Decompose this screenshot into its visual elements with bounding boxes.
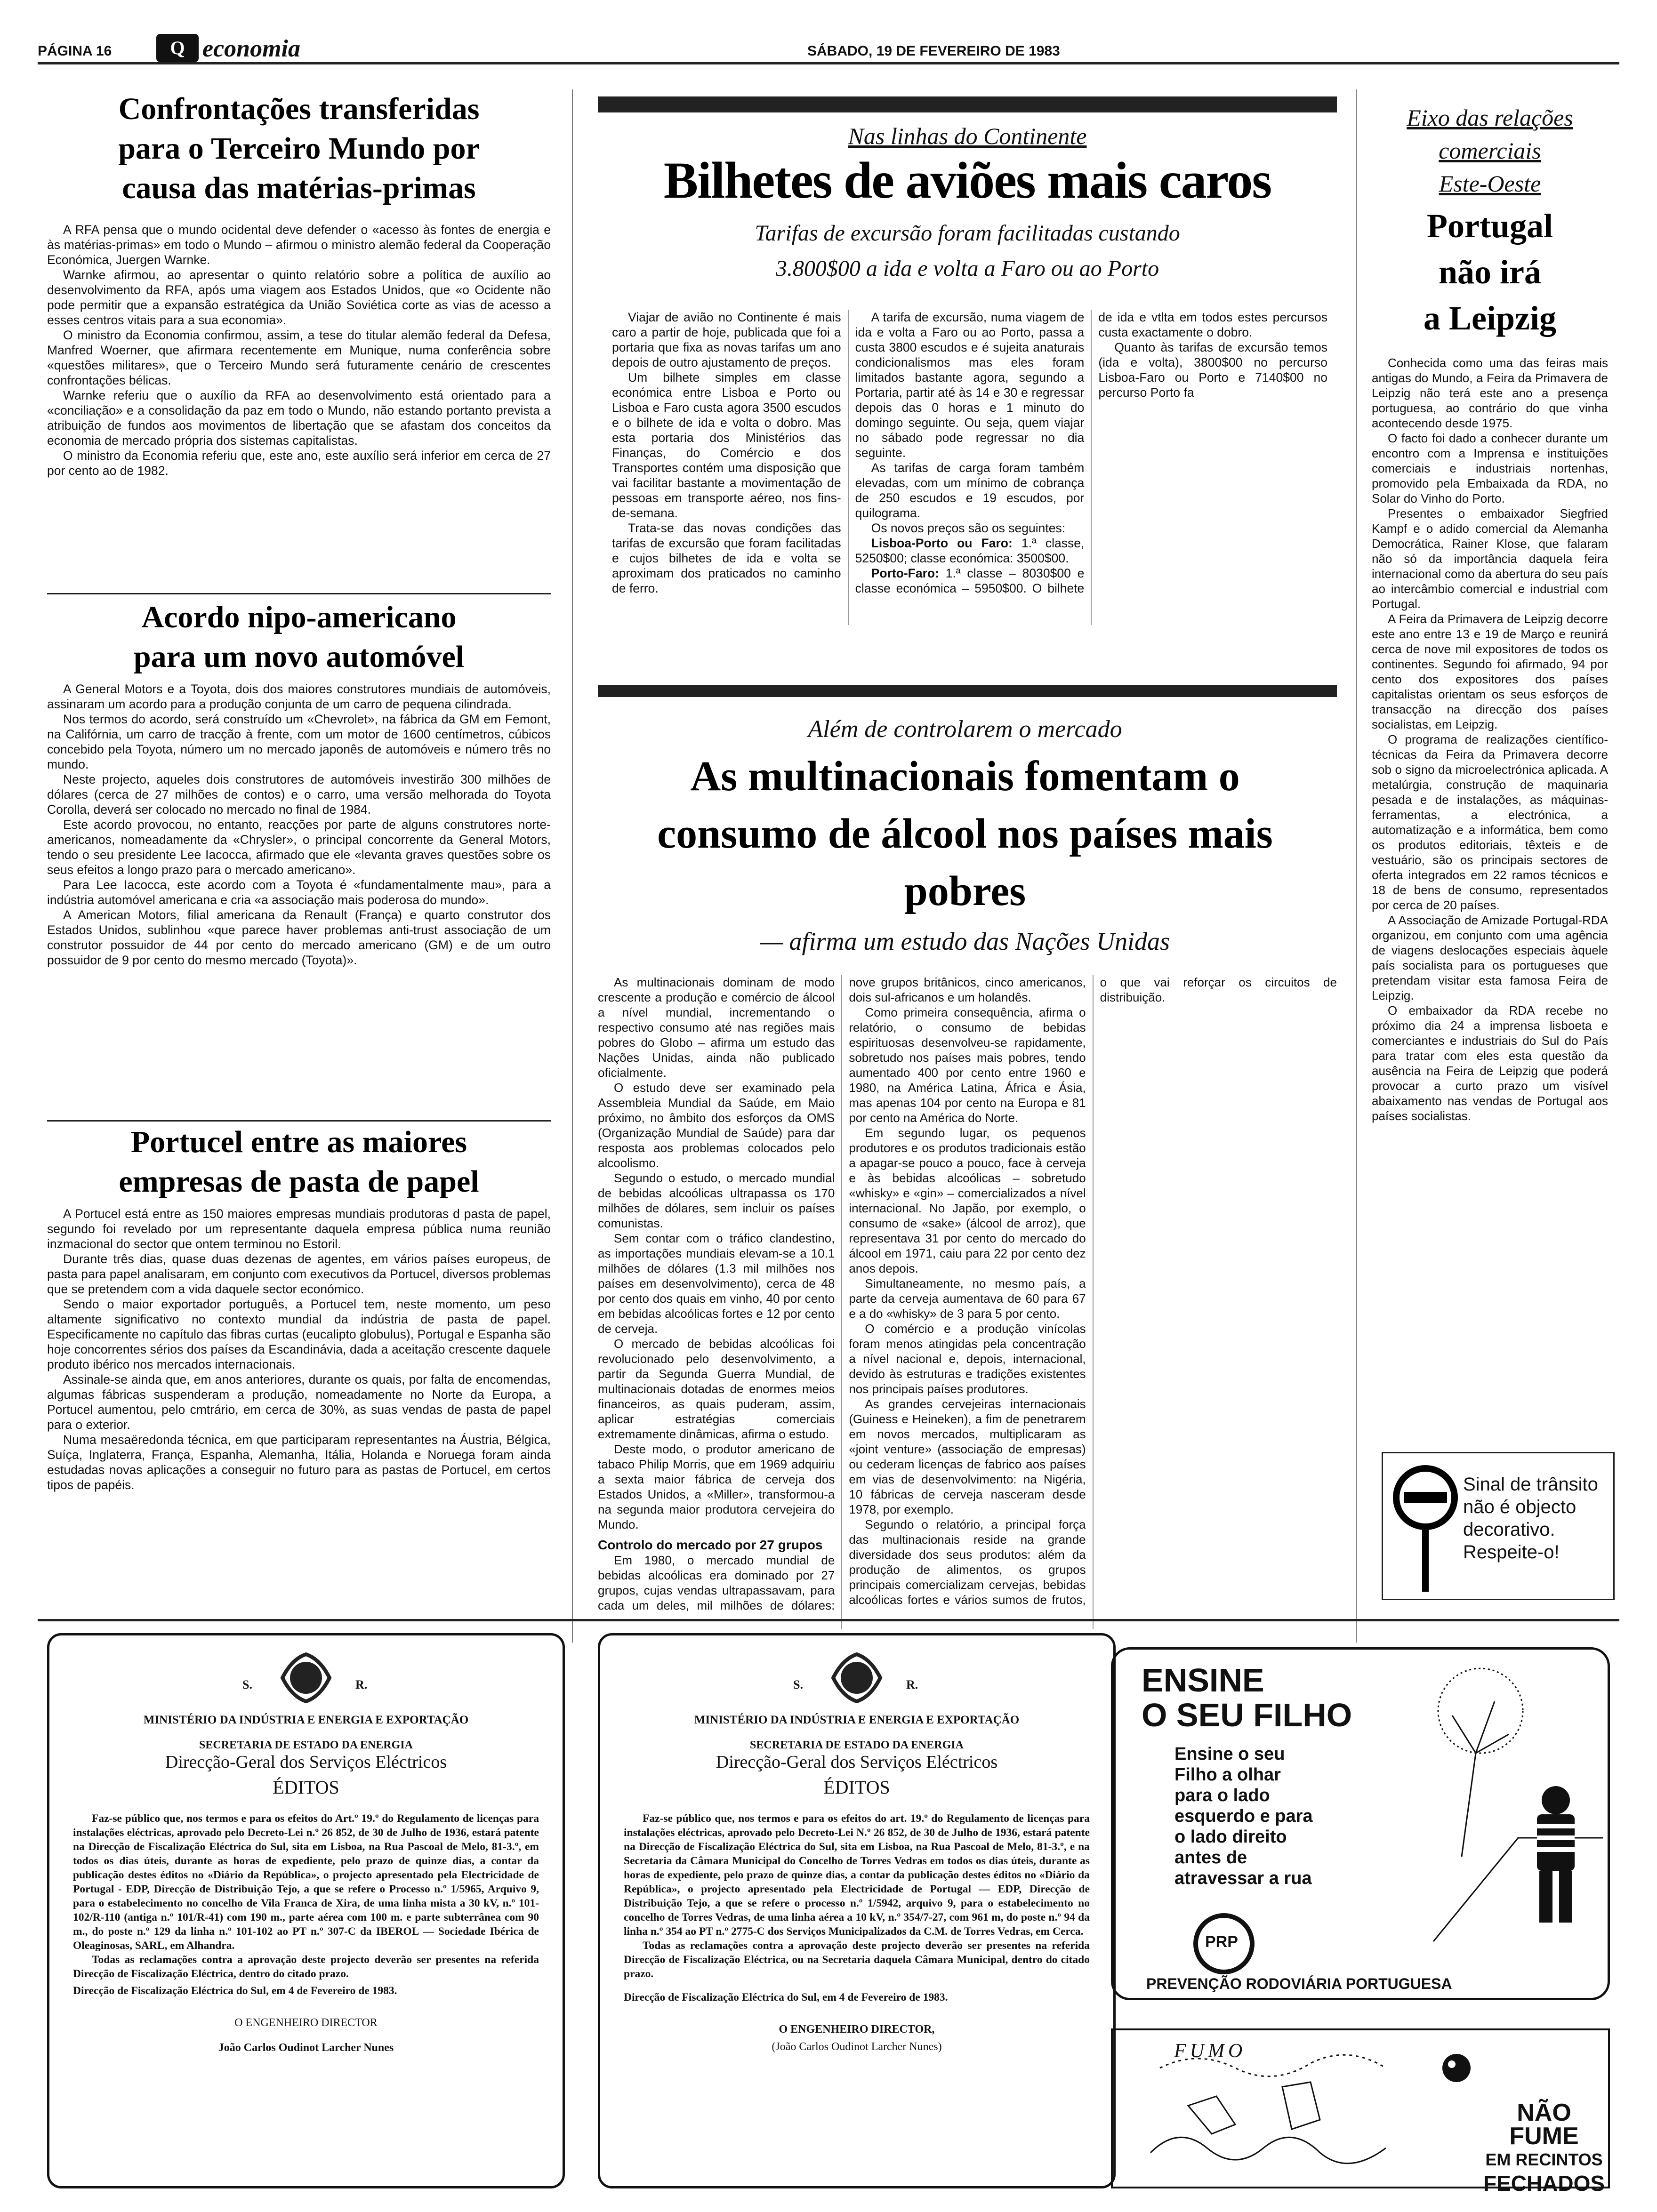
ad-body: Todas as reclamações contra a aprovação deste projecto deverão ser presentes na referida Direcção de Fiscalização Eléctrica, dentro do citado prazo.: [73, 1954, 539, 1980]
headline: As multinacionais fomentam o consumo de álcool nos países mais pobres: [657, 753, 1273, 914]
paragraph: Em 1980, o mercado mundial de bebidas alcoólicas era dominado por 27 grupos, cujas vendas ultrapassavam, para cada um deles, mil milhões de dólares: nove grupos britânicos, cinco americanos, dois sul-africanos e um holandês.: [598, 975, 1086, 1612]
text-line: para o lado: [1174, 1786, 1270, 1805]
editos-ad-1: [47, 1633, 565, 2188]
direccao: Direcção-Geral dos Serviços Eléctricos: [716, 1752, 998, 1772]
header-rule: [38, 62, 1619, 64]
paragraph: A Associação de Amizade Portugal-RDA organizou, em conjunto com uma agência de viagens deslocações especiais àquele país socialista para os portugueses que pretendam visitar esta famosa Feira de Leipzig.: [1372, 913, 1608, 1002]
section-logo: Q: [156, 34, 199, 62]
paragraph: As multinacionais dominam de modo crescente a produção e comércio de álcool a nível mundial, incrementando o respectivo consumo até nas regiões mais pobres do Globo – afirma um estudo das Nações Unidas, ainda não publicado oficialmente.: [598, 975, 835, 1080]
paragraph: As grandes cervejeiras internacionais (Guiness e Heineken), a fim de penetrarem em novos mercados, multiplicaram as «joint venture» (associação de empresas) ou cederam licenças de fabrico aos países em vias de desenvolvimento: na Nigéria, 10 fábricas de cerveja nasceram desde 1978, por exemplo.: [849, 1397, 1086, 1516]
sr-r: R.: [355, 1678, 368, 1691]
paragraph: Numa mesaëredonda técnica, em que participaram representantes na Áustria, Bélgica, Suíça, Inglaterra, França, Espanha, Alemanha, Itália, Holanda e Noruega foram ainda estudadas novas aplicações a conseguir no futuro para as pastas de Portucel, em certos tipos de papéis.: [47, 1433, 551, 1492]
article-body: [47, 681, 551, 968]
text-line: antes de: [1174, 1848, 1247, 1867]
paragraph: O embaixador da RDA recebe no próximo dia 24 a imprensa lisboeta e comerciantes e industriais do Sul do País para tratar com eles esta questão da ausência na Feira de Leipzig que poderá provocar a curto prazo um visível abaixamento nas vendas de Portugal aos países socialistas.: [1372, 1003, 1608, 1123]
no-smoking-text: [1480, 2101, 1608, 2195]
paragraph: Os novos preços são os seguintes:: [871, 521, 1066, 535]
paragraph: Trata-se das novas condições das tarifas de excursão que foram facilitadas e cujos bilhetes de ida e volta se aproximam dos praticados no caminho de ferro.: [612, 521, 841, 595]
ad-body: Todas as reclamações contra a aprovação deste projecto deverão ser presentes na referida Direcção de Fiscalização Eléctrica, ou na Secretaria daquela Câmara Municipal, dentro do citado prazo.: [624, 1940, 1090, 1980]
text-line: EM RECINTOS: [1485, 2150, 1603, 2169]
divider: [47, 593, 551, 594]
paragraph: Este acordo provocou, no entanto, reacções por parte de alguns construtores norte-americanos, nomeadamente da «Chrysler», o principal concorrente da General Motors, tendo o seu presidente Lee Iacocca, afirmado que ele «levanta graves questões sobre os seus efeitos a longo prazo para o mercado americano».: [47, 817, 551, 877]
price-text: 1.ª classe, 5250$00; classe económica: 3500$00.: [855, 536, 1085, 565]
ad-body: Faz-se público que, nos termos e para os efeitos do Art.º 19.º do Regulamento de licenças para instalações eléctricas, aprovado pelo Decreto-Lei n.º 26 852, de 30 de Julho de 1936, estará patente na Direcção de Fiscalização Eléctrica do Sul, sita em Lisboa, na Rua Pascoal de Melo, 81-3.º, em todos os dias úteis, durante as horas de expediente, pelo prazo de quinze dias, a contar da publicação destes éditos no «Diário da República», o projecto apresentado pela Electricidade de Portugal - EDP, Direcção de Distribuição Tejo, a que se refere o Processo n.º 1/5965, Arquivo 9, para o estabelecimento no concelho de Vila Franca de Xira, de uma linha mista a 30 kV, n.º 101-102/R-110 (antiga n.º 101/R-41) com 190 m., parte aérea com 100 m. e parte subterrânea com 90 m., do poste n.º 129 da linha n.º 101-102 ao PT n.º 307-C da IBEROL — Sociedade Ibérica de Oleaginosas, SARL, em Alhandra.: [73, 1812, 539, 1952]
kicker-line: comerciais: [1439, 137, 1541, 164]
kicker-line: Eixo das relações: [1407, 104, 1573, 131]
paragraph: O ministro da Economia confirmou, assim, a tese do titular alemão federal da Defesa, Manfred Woerner, que afirmara recentemente em Munique, numa conferência sobre «questões militares», que o Terceiro Mundo será futuramente cenário de crescentes confrontações bélicas.: [47, 328, 551, 387]
text-line: NÃO FUME: [1509, 2099, 1579, 2150]
ad-date: Direcção de Fiscalização Eléctrica do Sul, em 4 de Fevereiro de 1983.: [624, 1991, 948, 2004]
paragraph: Segundo o relatório, a principal força das multinacionais reside na grande diversidade dos seus produtos: além da produção de alimentos, os grupos principais comercializam cervejas, bebidas alcoólicas fortes e vários sumos de frutos, o que vai reforçar os circuitos de distribuição.: [849, 975, 1337, 1607]
ad-body: Faz-se público que, nos termos e para os efeitos do art. 19.º do Regulamento de licenças para instalações eléctricas, aprovado pelo Decreto-Lei N.º 26 852, de 30 de Julho de 1936, estará patente na Direcção de Fiscalização Eléctrica do Sul, sita em Lisboa, na Rua Pascoal de Melo, 81-3.º, e na Secretaria da Câmara Municipal do Concelho de Torres Vedras em todos os dias úteis, durante as horas de expediente, pelo prazo de quinze dias, a contar da publicação destes éditos no «Diário da República», o projecto apresentado pela Electricidade de Portugal — EDP, Direcção de Distribuição Tejo, a que se refere o processo n.º 1/5942, arquivo 9, para o estabelecimento no concelho de Torres Vedras, de uma linha aérea a 10 kV, n.º 354/7-27, com 961 m, do poste n.º 94 da linha n.º 354 ao PT n.º 2775-C dos Serviços Municipalizados da C.M. de Torres Vedras, em Cerca.: [624, 1812, 1090, 1938]
page-header: [28, 34, 1629, 62]
paragraph: Um bilhete simples em classe económica entre Lisboa e Porto ou Lisboa e Faro custa agora 3500 escudos e o bilhete de ida e volta o dobro. Mas esta portaria dos Ministérios das Finanças, do Comércio e dos Transportes contém uma disposição que vai facilitar bastante a movimentação de pessoas em transporte aéreo, nos fins-de-semana.: [612, 370, 841, 520]
paragraph: Quanto às tarifas de excursão temos (ida e volta), 3800$00 no percurso Lisboa-Faro ou Porto e 7140$00 no percurso Porto fa: [1098, 340, 1327, 400]
article-portucel: [47, 1122, 551, 1492]
paragraph: Assinale-se ainda que, em anos anteriores, durante os quais, por falta de encomendas, algumas fábricas suspenderam a produção, nomeadamente no Norte da Europa, a Portucel aumentou, pelo cmtrário, em cerca de 30%, as suas vendas de pasta de papel para o exterior.: [47, 1372, 551, 1432]
paragraph: A Feira da Primavera de Leipzig decorre este ano entre 13 e 19 de Março e reunirá cerca de nove mil expositores de todos os continentes. Segundo foi afirmado, 94 por cento dos expositores dos países capitalistas orientam os seus esforços de transacção na direcção dos países socialistas, em Leipzig.: [1372, 612, 1608, 731]
page-number: PÁGINA 16: [38, 43, 112, 59]
road-safety-title: [1142, 1663, 1352, 1732]
paragraph: Em segundo lugar, os pequenos produtores e os produtos tradicionais estão a apagar-se pouco a pouco, face à cerveja e às bebidas alcoólicas – sobretudo «whisky» e «gin» – comercializados a nível internacional. No Japão, por exemplo, o consumo de «sake» (álcool de arroz), que representava 31 por cento do mercado do álcool em 1971, caiu para 22 por cento dez anos depois.: [849, 1126, 1086, 1275]
editos-ad-2: [598, 1633, 1116, 2188]
paragraph: O mercado de bebidas alcoólicas foi revolucionado pelo desenvolvimento, a partir da Segunda Guerra Mundial, de multinacionais dotadas de enormes meios financeiros, as quais puderam, assim, aplicar estratégias comerciais extremamente dinâmicas, afirma o estudo.: [598, 1337, 835, 1441]
paragraph: Durante três dias, quase duas dezenas de agentes, em vários países europeus, de pasta para papel analisaram, em conjunto com executivos da Portucel, diversos problemas que se pretendem com a vida daquele sector económico.: [47, 1252, 551, 1296]
paragraph: Para Lee Iacocca, este acordo com a Toyota é «fundamentalmente mau», para a indústria automóvel americana e cria «a associação mais poderosa do mundo».: [47, 878, 551, 907]
paragraph: Conhecida como uma das feiras mais antigas do Mundo, a Feira da Primavera de Leipzig não terá este ano a presença portuguesa, ao contrário do que vinha acontecendo desde 1975.: [1372, 356, 1608, 430]
editos-title: ÉDITOS: [823, 1777, 890, 1798]
article-confrontacoes: [47, 89, 551, 478]
price-text: 1.ª classe – 8030$00 e classe económica – 5950$00. O bilhete de ida e vtlta em todos estes percursos custa exactamente o dobro.: [855, 310, 1327, 595]
kicker: Além de controlarem o mercado: [808, 716, 1122, 743]
section-title: economia: [202, 35, 300, 62]
column-rule: [1356, 89, 1357, 1643]
paragraph: As tarifas de carga foram também elevadas, com um mínimo de cobrança de 250 escudos e 19 escudos, por quilograma.: [855, 461, 1085, 520]
headline: Bilhetes de aviões mais caros: [663, 152, 1271, 209]
column-rule: [572, 89, 573, 1643]
article-multinacionais: [584, 715, 1346, 1629]
page-date: SÁBADO, 19 DE FEVEREIRO DE 1983: [807, 43, 1060, 59]
ministry: MINISTÉRIO DA INDÚSTRIA E ENERGIA E EXPORTAÇÃO: [143, 1714, 469, 1726]
text-line: o lado direito: [1174, 1827, 1287, 1847]
ad-signer: O ENGENHEIRO DIRECTOR,: [779, 2023, 935, 2036]
box-bar-top: [598, 96, 1337, 112]
coat-of-arms: [73, 1650, 539, 1706]
paragraph: A RFA pensa que o mundo ocidental deve defender o «acesso às fontes de energia e às matérias-primas» em todo o Mundo – afirmou o ministro alemão federal da Cooperação Económica, Juergen Warnke.: [47, 223, 551, 267]
article-acordo: [47, 598, 551, 968]
text-line: Ensine o seu: [1174, 1744, 1285, 1764]
paragraph: Deste modo, o produtor americano de tabaco Philip Morris, que em 1969 adquiriu a sexta maior fábrica de cerveja dos Estados Unidos, a «Miller», transformou-a na segunda maior produtora cervejeira do Mundo.: [598, 1442, 835, 1531]
deck: 3.800$00 a ida e volta a Faro ou ao Porto: [775, 256, 1159, 281]
road-safety-text: [1174, 1744, 1313, 1889]
paragraph: Warnke afirmou, ao apresentar o quinto relatório sobre a política de auxílio ao desenvolvimento da RFA, após uma viagem aos Estados Unidos, que «o Ocidente não pode permitir que a expansão estratégica da União Soviética corte as vias de acesso a esses centros vitais para a sua economia».: [47, 268, 551, 327]
headline-line: Portugal: [1427, 207, 1553, 245]
paragraph: O comércio e a produção vinícolas foram menos atingidas pela concentração a nível nacional e, depois, internacional, devido às estruturas e tradições existentes nos principais países produtores.: [849, 1322, 1086, 1396]
editos-title: ÉDITOS: [273, 1777, 339, 1798]
no-entry-sign-icon: [1392, 1465, 1458, 1592]
paragraph: Presentes o embaixador Siegfried Kampf e o adido comercial da Alemanha Democrática, Rainer Klose, que falaram não só da importância daquela feira internacional como da abertura do seu país ao intercâmbio comercial e industrial com Portugal.: [1372, 506, 1608, 611]
ad-date: Direcção de Fiscalização Eléctrica do Sul, em 4 de Fevereiro de 1983.: [73, 1985, 397, 1997]
article-body: [1365, 355, 1615, 1123]
secretaria: SECRETARIA DE ESTADO DA ENERGIA: [199, 1739, 413, 1751]
subheading: Controlo do mercado por 27 grupos: [598, 1538, 823, 1552]
title-line: O SEU FILHO: [1142, 1697, 1352, 1733]
sign-text: [1463, 1473, 1598, 1563]
headline: Acordo nipo-americano para um novo automóvel: [133, 600, 465, 674]
traffic-sign-box: [1382, 1452, 1615, 1600]
bottom-section-rule: [38, 1619, 1619, 1621]
article-body: [598, 975, 1337, 1629]
sign-line: não é objecto: [1463, 1497, 1577, 1517]
prp-logo-text: PRP: [1205, 1933, 1238, 1951]
sr-s: S.: [793, 1678, 803, 1691]
article-leipzig: [1365, 101, 1615, 1123]
deck: — afirma um estudo das Nações Unidas: [760, 927, 1170, 955]
ad-name: João Carlos Oudinot Larcher Nunes: [218, 2042, 394, 2054]
article-body: [47, 222, 551, 478]
coat-of-arms-icon: [828, 1650, 885, 1706]
paragraph: Sendo o maior exportador português, a Portucel tem, neste momento, um peso altamente significativo no contexto mundial da indústria de pasta de papel. Especificamente no capítulo das fibras curtas (eucalipto globulus), Portugal e Espanha são hoje concorrentes sérios dos países da Escandinávia, dada a aceitação crescente daquele produto ibérico nos mercados internacionais.: [47, 1297, 551, 1371]
box-bar-bottom: [598, 685, 1337, 697]
paragraph: A tarifa de excursão, numa viagem de ida e volta a Faro ou ao Porto, passa a custa 3800 escudos e é sujeita anaturais condicionalismos mas eles foram limitados bastante agora, segundo a Portaria, partir até às 14 e 30 e regressar depois das 0 horas e 1 minuto do domingo seguinte. Ou seja, quem viajar no sábado pode regressar no dia seguinte.: [855, 310, 1085, 460]
paragraph: Simultaneamente, no mesmo país, a parte da cerveja aumentava de 60 para 67 e a do «whisky» de 3 para 5 por cento.: [849, 1276, 1086, 1321]
paragraph: Sem contar com o tráfico clandestino, as importações mundiais elevam-se a 10.1 milhões de dólares (1.3 mil milhões nos países em desenvolvimento), cerca de 48 por cento dos quais em vinho, 40 por cento em bebidas alcoólicas fortes e 12 por cento de cerveja.: [598, 1231, 835, 1336]
paragraph: Viajar de avião no Continente é mais caro a partir de hoje, publicada que foi a portaria que fixa as novas tarifas um ano depois de outro ajustamento de preços.: [612, 310, 841, 369]
ministry: MINISTÉRIO DA INDÚSTRIA E ENERGIA E EXPORTAÇÃO: [694, 1714, 1020, 1726]
paragraph: O facto foi dado a conhecer durante um encontro com a Imprensa e instituições comerciais e industriais nortenhas, promovido pela Embaixada da RDA, no Solar do Vinho do Porto.: [1372, 431, 1608, 505]
paragraph: [855, 536, 1085, 566]
paragraph: A American Motors, filial americana da Renault (França) e quarto construtor dos Estados Unidos, sublinhou «que parece haver problemas anti-trust associação de um construtor possuidor de 44 por cento do mercado americano (GM) e de um outro possuidor de 9 por cento do mesmo mercado (Toyota)».: [47, 908, 551, 967]
price-label: Porto-Faro:: [871, 566, 939, 580]
deck: Tarifas de excursão foram facilitadas custando: [755, 221, 1180, 246]
tree-and-child-illustration-icon: [1424, 1659, 1603, 1960]
ad-signer: O ENGENHEIRO DIRECTOR: [234, 2017, 378, 2029]
kicker: Nas linhas do Continente: [848, 123, 1087, 149]
kicker-line: Este-Oeste: [1439, 170, 1541, 197]
road-safety-footer: PREVENÇÃO RODOVIÁRIA PORTUGUESA: [1146, 1975, 1452, 1992]
article-bilhetes: [598, 122, 1337, 625]
title-line: ENSINE: [1142, 1662, 1264, 1699]
ad-name: (João Carlos Oudinot Larcher Nunes): [772, 2041, 942, 2053]
no-smoking-ad: [1111, 2028, 1610, 2196]
paragraph: A Portucel está entre as 150 maiores empresas mundiais produtoras d pasta de papel, segundo foi revelado por um representante daquela empresa pública numa reunião inzmacional do sector que ontem terminou no Estoril.: [47, 1207, 551, 1251]
article-body: [47, 1206, 551, 1492]
direccao: Direcção-Geral dos Serviços Eléctricos: [165, 1752, 447, 1772]
road-safety-ad: [1111, 1647, 1610, 2000]
headline: Confrontações transferidas para o Terceiro Mundo por causa das matérias-primas: [118, 92, 480, 205]
paragraph: Segundo o estudo, o mercado mundial de bebidas alcoólicas ultrapassa os 170 milhões de dólares, sem incluir os países comunistas.: [598, 1171, 835, 1230]
fumo-text: FUMO: [1174, 2040, 1247, 2062]
text-line: Filho a olhar: [1174, 1765, 1281, 1785]
headline: Portucel entre as maiores empresas de pasta de papel: [119, 1125, 479, 1199]
divider: [47, 1120, 551, 1122]
text-line: atravessar a rua: [1174, 1868, 1312, 1888]
paragraph: O ministro da Economia referiu que, este ano, este auxílio será inferior em cerca de 27 por cento ao de 1982.: [47, 449, 551, 478]
sr-s: S.: [242, 1678, 252, 1691]
paragraph: Nos termos do acordo, será construído um «Chevrolet», na fábrica da GM em Femont, na Califórnia, um carro de tracção à frente, com um motor de 1600 centímetros, cúbicos concebido pela Toyota, número um no mercado japonês de automóveis e número três no mundo.: [47, 712, 551, 771]
coat-of-arms: [624, 1650, 1090, 1706]
sign-line: Respeite-o!: [1463, 1542, 1560, 1563]
headline-line: não irá: [1438, 253, 1541, 291]
paragraph: O estudo deve ser examinado pela Assembleia Mundial da Saúde, em Maio próximo, no âmbito dos esforços da OMS (Organização Mundial de Saúde) para dar resposta aos problemas colocados pelo alcoolismo.: [598, 1081, 835, 1170]
paragraph: Neste projecto, aqueles dois construtores de automóveis investirão 300 milhões de dólares (cerca de 27 milhões de contos) e o carro, uma versão melhorada do Toyota Corolla, deverá ser colocado no mercado no final de 1984.: [47, 772, 551, 817]
coat-of-arms-icon: [278, 1650, 334, 1706]
sign-line: Sinal de trânsito: [1463, 1474, 1598, 1495]
price-label: Lisboa-Porto ou Faro:: [871, 536, 1013, 550]
paragraph: Como primeira consequência, afirma o relatório, o consumo de bebidas espirituosas desenvolveu-se rapidamente, sobretudo nos países mais pobres, tendo aumentado 400 por cento entre 1960 e 1980, na América Latina, África e Ásia, mas apenas 104 por cento na Europa e 81 por cento na América do Norte.: [849, 1005, 1086, 1125]
paragraph: O programa de realizações científico-técnicas da Feira da Primavera decorre sob o signo da microelectrónica aplicada. A metalúrgia, construção de maquinaria pesada e de instalações, as máquinas-ferramentas, a electrónica, a automatização e a informática, bem como os produtos editoriais, têxteis e de vestuário, são os principais sectores de oferta integrados em 22 ramos técnicos e 18 de bens de consumo, representados por cerca de 20 países.: [1372, 732, 1608, 912]
secretaria: SECRETARIA DE ESTADO DA ENERGIA: [750, 1739, 964, 1751]
sign-line: decorativo.: [1463, 1519, 1555, 1540]
headline-line: a Leipzig: [1424, 299, 1556, 337]
article-body: [612, 310, 1327, 625]
text-line: FECHADOS: [1483, 2171, 1605, 2196]
fly-icon: [1438, 2049, 1475, 2087]
paragraph: A General Motors e a Toyota, dois dos maiores construtores mundiais de automóveis, assinaram um acordo para a produção conjunta de um carro de pequena cilindrada.: [47, 682, 551, 711]
text-line: esquerdo e para: [1174, 1806, 1313, 1826]
paragraph: Warnke referiu que o auxílio da RFA ao desenvolvimento está orientado para a «conciliação» e a consolidação da paz em todo o Mundo, não estando portanto prevista a atribuição de fundos aos movimentos de libertação que se afastam dos conceitos da economia de mercado própria dos sistemas capitalistas.: [47, 388, 551, 448]
sr-r: R.: [906, 1678, 918, 1691]
